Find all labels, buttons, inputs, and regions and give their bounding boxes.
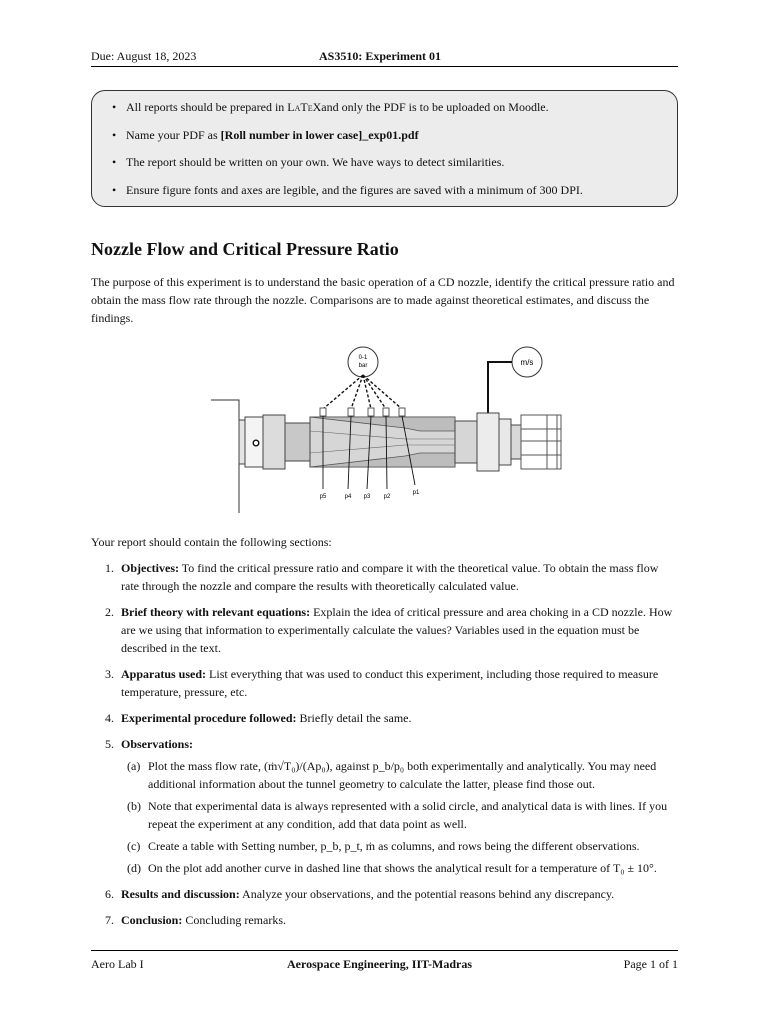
list-item: 1. Objectives: To find the critical pressure ratio and compare it with the theoretical value. To obtain the mass flow rate through the nozzle and compare the results with theoretically calculated value.	[105, 561, 659, 593]
section-heading: Objectives:	[121, 561, 179, 575]
sub-item: (d) On the plot add another curve in dashed line that shows the analytical result for a temperature of T₀ ± 10°.	[127, 861, 657, 875]
list-item: 2. Brief theory with relevant equations: Explain the idea of critical pressure and area choking in a CD nozzle. How are we using that information to experimentally calculate the values? Variables used in the equation must be described in the text.	[105, 605, 673, 655]
section-heading: Results and discussion:	[121, 887, 240, 901]
port-label-p2: p2	[383, 494, 391, 500]
gauge-unit-label: bar	[358, 363, 368, 369]
list-item: 7. Conclusion: Concluding remarks.	[105, 913, 287, 927]
list-item: 3. Apparatus used: List everything that was used to conduct this experiment, including those required to measure temperature, pressure, etc.	[105, 667, 659, 699]
section-heading: Conclusion:	[121, 913, 183, 927]
notice-item: • The report should be written on your own. We have ways to detect similarities.	[126, 155, 583, 183]
pdf-filename: [Roll number in lower case]_exp01.pdf	[220, 127, 419, 142]
pressure-gauge-icon	[348, 347, 378, 377]
latex-logo: LaTeX	[287, 100, 322, 114]
due-date: Due: August 18, 2023	[91, 49, 197, 63]
section-heading: Brief theory with relevant equations:	[121, 605, 311, 619]
notice-list	[126, 100, 583, 210]
sub-item: (b) Note that experimental data is always represented with a solid circle, and analytical data is with lines. If you repeat the experiment at any condition, add that data point as well.	[127, 799, 668, 831]
footer-page-number: Page 1 of 1	[623, 957, 678, 971]
section-title: Nozzle Flow and Critical Pressure Ratio	[91, 239, 399, 259]
footer-lab: Aero Lab I	[91, 957, 144, 971]
notice-item: • All reports should be prepared in LaTeXand only the PDF is to be uploaded on Moodle.	[126, 100, 583, 128]
notice-item: • Name your PDF as [Roll number in lower case]_exp01.pdf	[126, 128, 583, 156]
port-label-p5: p5	[319, 494, 327, 500]
footer-department: Aerospace Engineering, IIT-Madras	[287, 957, 473, 971]
list-item: 4. Experimental procedure followed: Briefly detail the same.	[105, 711, 412, 725]
notice-item: • Ensure figure fonts and axes are legible, and the figures are saved with a minimum of 300 DPI.	[126, 183, 583, 211]
sections-list	[91, 559, 678, 937]
port-label-p1: p1	[412, 490, 420, 496]
notice-box	[91, 90, 678, 207]
page-footer	[91, 950, 678, 972]
observations-list	[121, 757, 678, 877]
section-heading: Apparatus used:	[121, 667, 207, 681]
list-item: 5. Observations: (a) Plot the mass flow rate, (ṁ√T₀)/(Ap₀), against p_b/p₀ both experimentally and analytically. You may need additional information about the tunnel geometry to calculate the latter, please find those out. (b) Note that experimental data is always represented with a solid circle, and analytical data is with lines. If you repeat the experiment at any condition, add that data point as well. (c) Create a table with Setting number, p_b, p_t, ṁ as columns, and rows being the different observations. (d) On the plot add another curve in dashed line that shows the analytical result for a temperature of T₀ ± 10°.	[91, 735, 678, 877]
port-label-p3: p3	[363, 494, 371, 500]
page-header	[91, 49, 678, 67]
flowmeter-label: m/s	[520, 358, 534, 367]
list-item: 6. Results and discussion: Analyze your observations, and the potential reasons behind any discrepancy.	[105, 887, 615, 901]
section-heading: Experimental procedure followed:	[121, 711, 297, 725]
sub-item: (a) Plot the mass flow rate, (ṁ√T₀)/(Ap₀), against p_b/p₀ both experimentally and analytically. You may need additional information about the tunnel geometry to calculate the latter, please find those out.	[127, 759, 657, 791]
sections-intro: Your report should contain the following sections:	[91, 535, 332, 549]
nozzle-figure	[205, 333, 577, 523]
section-heading: Observations:	[121, 737, 193, 751]
course-title: AS3510: Experiment 01	[319, 49, 441, 63]
sub-item: (c) Create a table with Setting number, p_b, p_t, ṁ as columns, and rows being the different observations.	[127, 839, 640, 853]
nozzle-diagram	[205, 333, 577, 523]
port-label-p4: p4	[344, 494, 352, 500]
gauge-range-label: 0-1	[358, 355, 368, 361]
intro-paragraph: The purpose of this experiment is to understand the basic operation of a CD nozzle, identify the critical pressure ratio and obtain the mass flow rate through the nozzle. Comparisons are to made against theoretical estimates, and discuss the findings.	[91, 275, 675, 325]
